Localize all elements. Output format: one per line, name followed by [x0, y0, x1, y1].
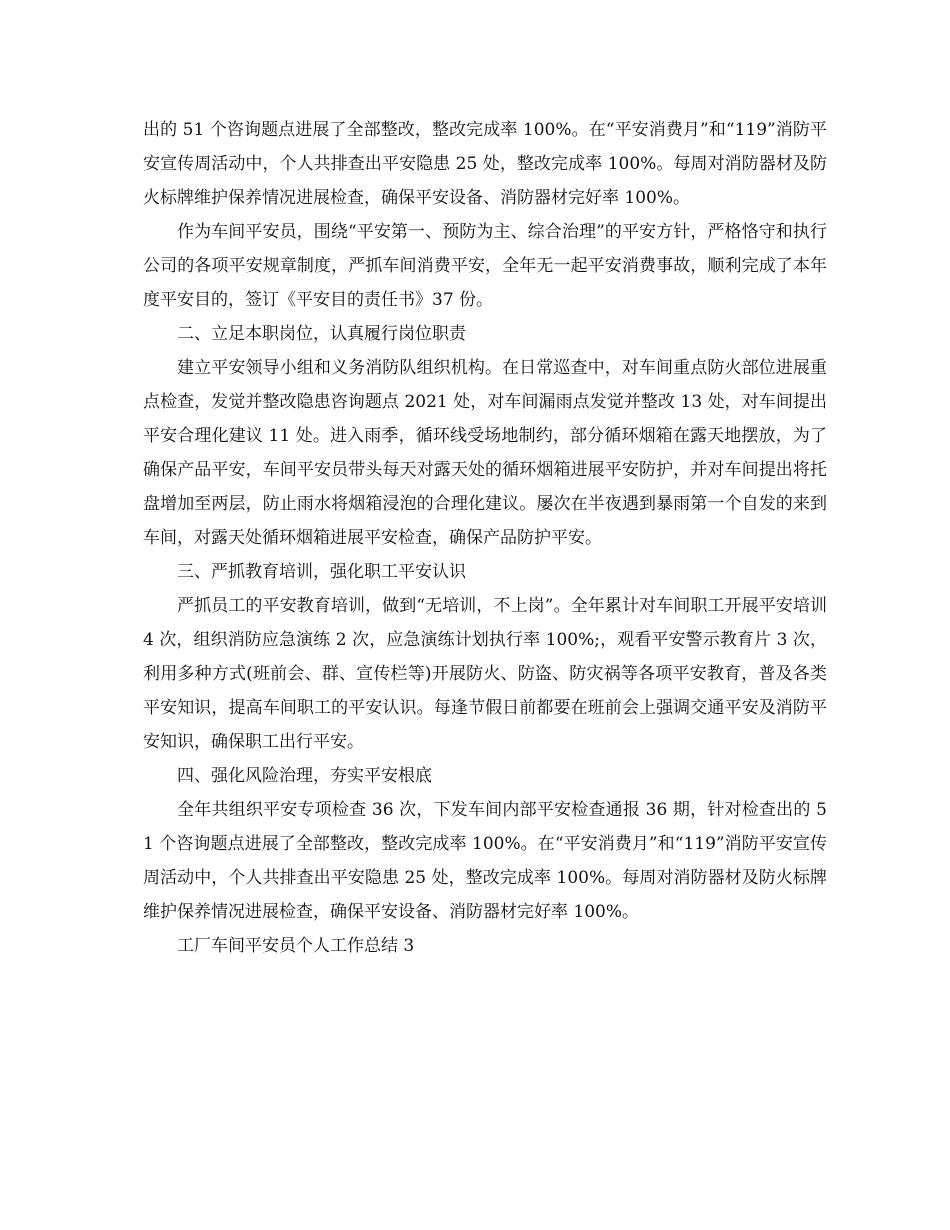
paragraph-continued-summary: 出的 51 个咨询题点进展了全部整改，整改完成率 100%。在“平安消费月”和“119”消防平安宣传周活动中，个人共排查出平安隐患 25 处，整改完成率 100%。每周对消防器材及防火标牌维护保养情况进展检查，确保平安设备、消防器材完好率 100%。: [143, 120, 827, 208]
section-heading-2: 二、立足本职岗位，认真履行岗位职责: [177, 324, 466, 344]
paragraph-safety-officer-duties: 作为车间平安员，围绕“平安第一、预防为主、综合治理”的平安方针，严格恪守和执行公司的各项平安规章制度，严抓车间消费平安，全年无一起平安消费事故，顺利完成了本年度平安目的，签订《平安目的责任书》37 份。: [143, 222, 827, 310]
section-heading-4: 四、强化风险治理，夯实平安根底: [177, 766, 432, 786]
paragraph-inspection-organization: 建立平安领导小组和义务消防队组织机构。在日常巡查中，对车间重点防火部位进展重点检查，发觉并整改隐患咨询题点 2021 处，对车间漏雨点发觉并整改 13 处，对车间提出平安合理化建议 11 处。进入雨季，循环线受场地制约，部分循环烟箱在露天地摆放，为了确保产品平安，车间平安员带头每天对露天处的循环烟箱进展平安防护，并对车间提出将托盘增加至两层，防止雨水将烟箱浸泡的合理化建议。屡次在半夜遇到暴雨第一个自发的来到车间，对露天处循环烟箱进展平安检查，确保产品防护平安。: [143, 358, 827, 548]
document-body: [143, 113, 827, 963]
paragraph-training: 严抓员工的平安教育培训，做到“无培训，不上岗”。全年累计对车间职工开展平安培训 4 次，组织消防应急演练 2 次，应急演练计划执行率 100%;，观看平安警示教育片 3 次，利用多种方式(班前会、群、宣传栏等)开展防火、防盗、防灾祸等各项平安教育，普及各类平安知识，提高车间职工的平安认识。每逢节假日前都要在班前会上强调交通平安及消防平安知识，确保职工出行平安。: [143, 596, 827, 752]
document-subtitle-3: 工厂车间平安员个人工作总结 3: [177, 936, 415, 956]
section-heading-3: 三、严抓教育培训，强化职工平安认识: [177, 562, 466, 582]
paragraph-risk-governance: 全年共组织平安专项检查 36 次，下发车间内部平安检查通报 36 期，针对检查出的 51 个咨询题点进展了全部整改，整改完成率 100%。在“平安消费月”和“119”消防平安宣传周活动中，个人共排查出平安隐患 25 处，整改完成率 100%。每周对消防器材及防火标牌维护保养情况进展检查，确保平安设备、消防器材完好率 100%。: [143, 800, 827, 922]
